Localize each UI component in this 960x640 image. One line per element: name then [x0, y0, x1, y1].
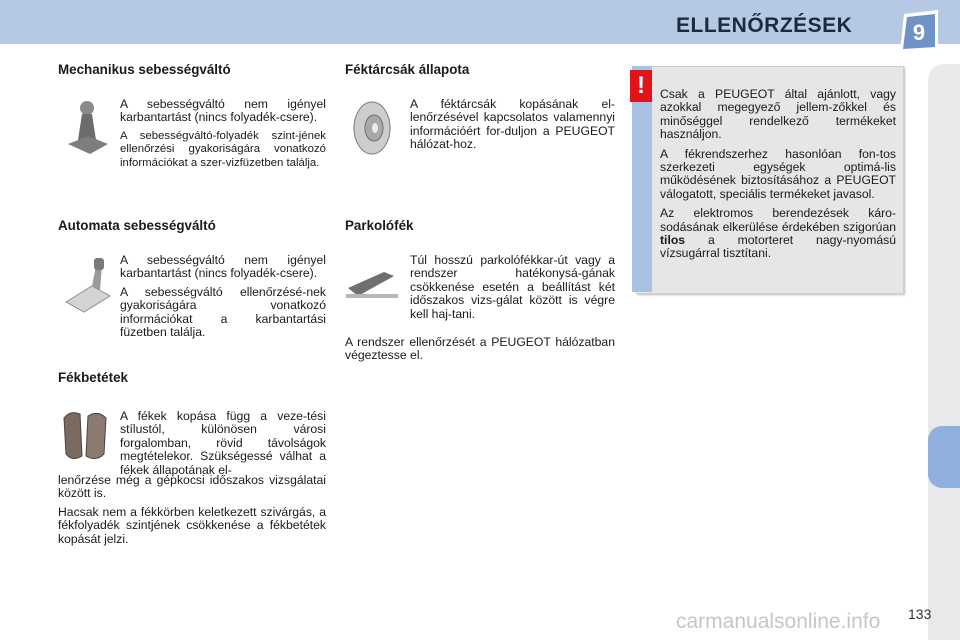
manual-gearbox-heading: Mechanikus sebességváltó — [58, 62, 231, 77]
note-p2: A fékrendszerhez hasonlóan fon-tos szerkezeti egységek optimá-lis működésének biztosításához a PEUGEOT válogatott, speciális termékeket javasol. — [660, 146, 896, 201]
chapter-number-badge — [900, 10, 940, 52]
note-p3 — [660, 207, 896, 261]
note-p3-bold: tilos — [660, 233, 686, 248]
watermark: carmanualsonline.info — [676, 610, 881, 633]
brake-pads-heading: Fékbetétek — [58, 370, 128, 385]
manual-gearbox-p1: A sebességváltó nem igényel karbantartást (nincs folyadék-csere). — [120, 97, 326, 125]
brake-pads-intro: A fékek kopása függ a veze-tési stílustól, különösen városi forgalomban, rövid távolságok megtételekor. Szükségessé válhat a fékek állapotának el- — [120, 409, 326, 477]
page-number: 133 — [908, 606, 932, 622]
manual-gear-lever-icon — [64, 100, 110, 156]
warning-icon: ! — [630, 70, 652, 102]
brake-pads-continuation: lenőrzése még a gépkocsi időszakos vizsgálatai között is. — [58, 473, 326, 501]
note-text — [660, 88, 896, 267]
brake-pads-p2: Hacsak nem a fékkörben keletkezett szivárgás, a fékfolyadék szintjének csökkenése a fékbetétek kopását jelzi. — [58, 504, 326, 546]
brake-pads-text — [58, 474, 326, 551]
brake-discs-text: A féktárcsák kopásának el-lenőrzésével kapcsolatos valamennyi információért for-duljon a PEUGEOT hálózat-hoz. — [410, 97, 615, 152]
chapter-number: 9 — [912, 20, 926, 45]
brake-discs-heading: Féktárcsák állapota — [345, 62, 470, 77]
brake-pads-icon — [60, 408, 110, 464]
chapter-side-band — [928, 64, 960, 640]
manual-gearbox-text — [120, 98, 326, 175]
parking-brake-heading: Parkolófék — [345, 218, 414, 233]
automatic-gearbox-heading: Automata sebességváltó — [58, 218, 216, 233]
automatic-gearbox-p1: A sebességváltó nem igényel karbantartást (nincs folyadék-csere). — [120, 253, 326, 281]
note-p3-after: a motorteret nagy-nyomású vízsugárral tisztítani. — [660, 233, 896, 261]
automatic-gear-selector-icon — [62, 256, 112, 314]
brake-disc-icon — [350, 100, 396, 156]
automatic-gearbox-p2: A sebességváltó ellenőrzésé-nek gyakoriságára vonatkozó információkat a karbantartási füzetben találja. — [120, 284, 326, 340]
chapter-side-tab-active[interactable] — [928, 426, 960, 488]
parking-brake-text: Túl hosszú parkolófékkar-út vagy a rendszer hatékonysá-gának csökkenése esetén a beállítást két időszakos vizs-gálat között is végre kell haj-tani. — [410, 253, 615, 321]
note-p1: Csak a PEUGEOT által ajánlott, vagy azokkal megegyező jellem-zőkkel és minőséggel rendelkező termékeket használjon. — [660, 87, 896, 142]
parking-brake-text-2: A rendszer ellenőrzését a PEUGEOT hálózatban végeztesse el. — [345, 335, 615, 363]
manual-gearbox-p2: A sebességváltó-folyadék szint-jének ellenőrzési gyakoriságára vonatkozó információkat a szer-vizfüzetben találja. — [120, 129, 326, 169]
parking-brake-lever-icon — [344, 268, 400, 302]
chapter-title: ELLENŐRZÉSEK — [676, 14, 853, 37]
automatic-gearbox-text — [120, 254, 326, 344]
note-p3-before: Az elektromos berendezések káro-sodásának elkerülése érdekében szigorúan — [660, 206, 896, 234]
